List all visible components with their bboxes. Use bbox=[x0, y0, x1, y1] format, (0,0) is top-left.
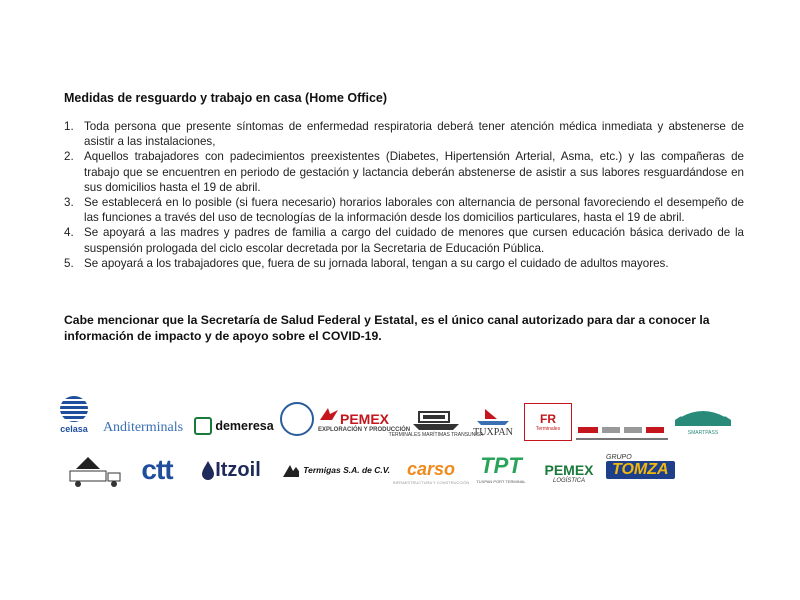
pemex-logistica-logo bbox=[536, 456, 602, 490]
drop-icon bbox=[201, 460, 215, 480]
termigas-logo-text: Termigas S.A. de C.V. bbox=[303, 465, 390, 475]
carso-logo-subtitle: INFRAESTRUCTURA Y CONSTRUCCIÓN bbox=[392, 480, 470, 485]
anditerminals-logo bbox=[98, 418, 188, 438]
transtunisa-logo-text: TERMINALES MARÍTIMAS TRANSUNISA bbox=[388, 432, 484, 438]
fr-logo-subtitle: Terminales bbox=[535, 426, 561, 432]
pemex-subtitle: EXPLORACIÓN Y PRODUCCIÓN bbox=[318, 427, 411, 433]
tomza-logo-name: TOMZA bbox=[606, 461, 675, 479]
carso-logo-name: carso bbox=[406, 459, 456, 479]
item-number: 2. bbox=[64, 150, 74, 164]
fr-logo-name: FR bbox=[540, 412, 556, 426]
item-text: Aquellos trabajadores con padecimientos preexistentes (Diabetes, Hipertensión Arterial, Asma, etc.) y las compañeras de trabajo que se encuentren en periodo de gestación y lactancia deberán abstenerse de asistir a sus labores resguardándose en sus domicilios hasta el 19 de abril. bbox=[84, 150, 744, 194]
anditerminals-logo-text: Anditerminals bbox=[102, 420, 184, 435]
ctt-logo-text: ctt bbox=[141, 454, 173, 485]
railcar-logo bbox=[576, 420, 668, 440]
celasa-logo-text: celasa bbox=[60, 424, 88, 434]
item-text: Se apoyará a los trabajadores que, fuera de su jornada laboral, tengan a su cargo el cuidado de adultos mayores. bbox=[84, 256, 669, 270]
list-item bbox=[64, 149, 744, 195]
smartpass-logo-text: SMARTPASS bbox=[687, 430, 719, 436]
tuxpan-logo bbox=[468, 401, 518, 441]
item-number: 3. bbox=[64, 196, 74, 210]
closing-note: Cabe mencionar que la Secretaría de Salud Federal y Estatal, es el único canal autorizado para dar a conocer la información de impacto y de apoyo sobre el COVID-19. bbox=[64, 313, 710, 343]
itzoil-logo-text: Itzoil bbox=[215, 458, 261, 481]
pemex-logistica-subtitle: LOGÍSTICA bbox=[552, 478, 585, 484]
tpt-logo-name: TPT bbox=[480, 452, 522, 478]
ship-icon bbox=[409, 406, 463, 432]
tpt-logo bbox=[470, 450, 532, 486]
tpt-logo-subtitle: TUXPAN PORT TERMINAL bbox=[476, 478, 526, 484]
item-text: Se apoyará a las madres y padres de familia a cargo del cuidado de menores que cursen educación básica derivado de la suspensión prologada del ciclo escolar decretada por la Secretaria de Educación Pública. bbox=[84, 226, 744, 255]
sotm-seal-icon bbox=[280, 402, 314, 436]
demeresa-badge-icon bbox=[194, 417, 212, 435]
smartpass-logo bbox=[672, 400, 734, 440]
list-item bbox=[64, 225, 744, 255]
list-item bbox=[64, 195, 744, 225]
item-number: 5. bbox=[64, 256, 74, 270]
railcar-icon bbox=[576, 421, 668, 437]
itzoil-logo bbox=[192, 455, 270, 485]
tomza-logo bbox=[606, 446, 702, 486]
truck-logo bbox=[68, 455, 124, 489]
transtunisa-logo bbox=[388, 403, 484, 441]
termigas-logo bbox=[282, 458, 390, 482]
demeresa-logo-text: demeresa bbox=[215, 419, 274, 433]
list-item bbox=[64, 256, 744, 271]
pemex-eagle-icon bbox=[318, 406, 340, 422]
tuxpan-ship-icon bbox=[471, 405, 515, 427]
item-text: Toda persona que presente síntomas de enfermedad respiratoria deberá tener atención médica inmediata y abstenerse de asistir a las instalaciones, bbox=[84, 120, 744, 149]
list-item bbox=[64, 119, 744, 149]
ctt-logo bbox=[128, 453, 186, 487]
flame-icon bbox=[282, 462, 299, 478]
demeresa-logo bbox=[194, 414, 274, 438]
item-text: Se establecerá en lo posible (si fuera necesario) horarios laborales con alternancia de personal favoreciendo el desempeño de las funciones a través del uso de tecnologías de la información desde los domicilios particulares, hasta el 19 de abril. bbox=[84, 196, 744, 225]
tomza-group-label: GRUPO bbox=[606, 453, 632, 461]
fr-terminales-logo bbox=[524, 403, 572, 441]
celasa-logo bbox=[52, 395, 96, 435]
item-number: 1. bbox=[64, 120, 74, 133]
globe-icon bbox=[60, 396, 88, 422]
tuxpan-logo-text: TUXPAN bbox=[473, 426, 513, 438]
item-number: 4. bbox=[64, 226, 74, 240]
pemex-logistica-name: PEMEX bbox=[544, 462, 594, 478]
smartpass-wave-icon bbox=[673, 404, 733, 430]
sotm-logo bbox=[280, 400, 314, 438]
tanker-truck-icon bbox=[68, 455, 124, 489]
section-heading: Medidas de resguardo y trabajo en casa (Home Office) bbox=[64, 91, 388, 105]
carso-logo bbox=[392, 455, 470, 489]
measures-list bbox=[64, 119, 744, 271]
pemex-name: PEMEX bbox=[340, 411, 390, 427]
